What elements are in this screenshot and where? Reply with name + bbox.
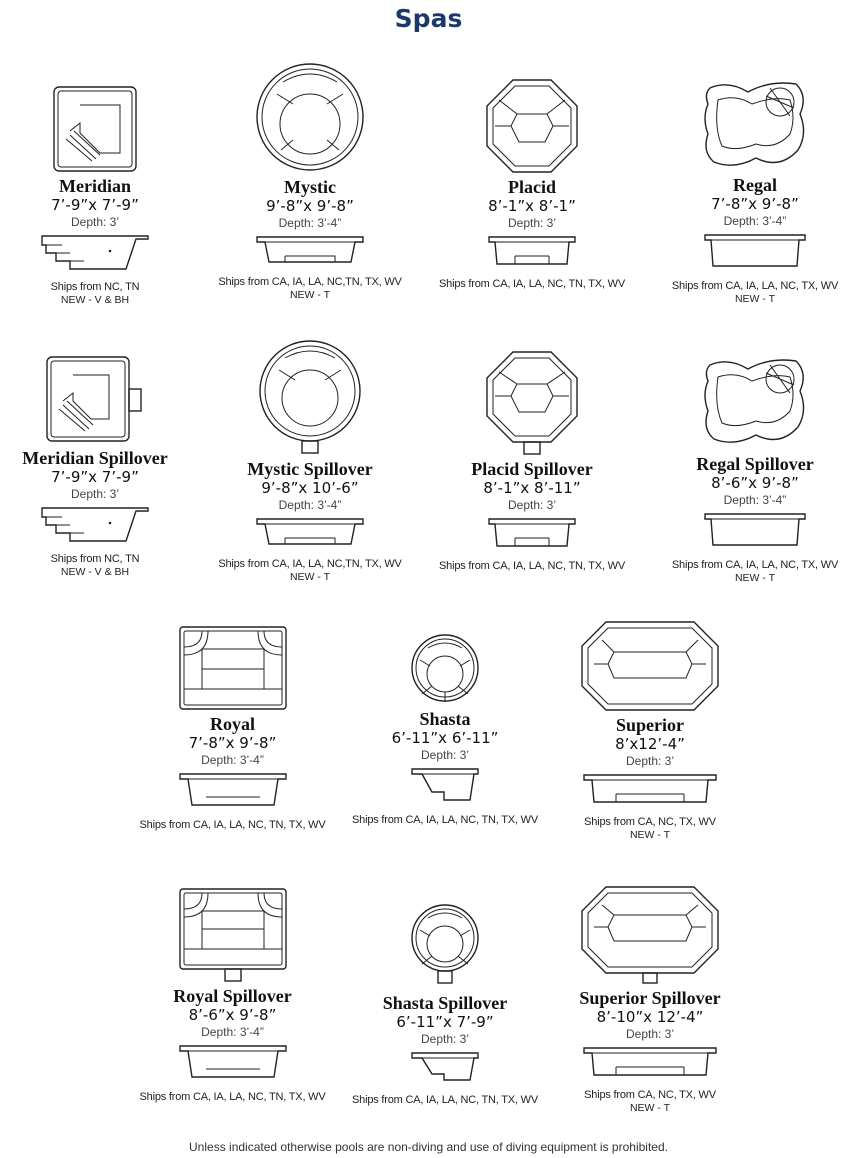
bench-profile-icon — [487, 516, 577, 552]
ships-from: Ships from CA, IA, LA, NC,TN, TX, WV — [218, 276, 402, 288]
bench-profile-icon — [487, 234, 577, 270]
spa-dimensions: 9’-8”x 9’-8” — [266, 197, 354, 215]
spa-name: Meridian — [59, 176, 131, 196]
bench-profile-icon — [178, 771, 288, 811]
spa-card-royal — [135, 625, 330, 832]
spa-dimensions: 7’-8”x 9’-8” — [711, 195, 799, 213]
spa-card-superior — [555, 620, 745, 842]
freeform-spillover-plan-icon — [700, 355, 810, 451]
spa-depth: Depth: 3’-4” — [278, 498, 342, 512]
ships-from: Ships from CA, IA, LA, NC, TX, WV — [671, 280, 839, 292]
spa-depth: Depth: 3’ — [70, 215, 120, 229]
step-profile-icon — [410, 1050, 480, 1086]
spa-dimensions: 8’-6”x 9’-8” — [188, 1006, 277, 1024]
spa-depth: Depth: 3’ — [420, 748, 470, 762]
ships-from: Ships from CA, IA, LA, NC, TN, TX, WV — [439, 560, 625, 572]
spa-dimensions: 8’-6”x 9’-8” — [711, 474, 799, 492]
long-octagon-spa-plan-icon — [580, 620, 720, 712]
spa-depth: Depth: 3’ — [507, 216, 557, 230]
spa-card-placid — [432, 78, 632, 291]
rectangle-spillover-plan-icon — [178, 887, 288, 983]
spa-name: Mystic Spillover — [247, 459, 373, 479]
ships-from: Ships from NC, TN — [50, 281, 140, 293]
spa-depth: Depth: 3’-4” — [201, 1025, 264, 1039]
page-title: Spas — [394, 4, 463, 33]
spa-card-regal — [655, 78, 855, 306]
availability-note: NEW - T — [734, 293, 776, 305]
ships-from: Ships from CA, IA, LA, NC, TN, TX, WV — [352, 1094, 538, 1106]
spa-name: Placid Spillover — [471, 459, 593, 479]
long-octagon-spillover-plan-icon — [580, 885, 720, 985]
spa-depth: Depth: 3’-4” — [278, 216, 342, 230]
bench-profile-icon — [255, 234, 365, 268]
spa-card-regal-spillover — [655, 355, 855, 585]
spa-card-superior-spillover — [555, 885, 745, 1115]
ships-from: Ships from CA, IA, LA, NC,TN, TX, WV — [218, 558, 402, 570]
spa-depth: Depth: 3’ — [625, 754, 675, 768]
step-profile-icon — [410, 766, 480, 806]
availability-note: NEW - T — [629, 1102, 671, 1114]
spa-card-meridian-spillover — [0, 355, 190, 579]
ships-from: Ships from CA, IA, LA, NC, TN, TX, WV — [352, 814, 538, 826]
spa-name: Superior — [615, 715, 684, 735]
spa-dimensions: 6’-11”x 6’-11” — [391, 729, 499, 747]
ships-from: Ships from CA, NC, TX, WV — [584, 1089, 716, 1101]
octagon-spa-plan-icon — [485, 78, 579, 174]
bench-profile-icon — [178, 1043, 288, 1083]
spa-card-shasta-spillover — [345, 900, 545, 1107]
bench-profile-icon — [582, 1045, 718, 1081]
spa-name: Regal — [733, 175, 777, 195]
small-round-spillover-plan-icon — [410, 900, 480, 990]
ships-from: Ships from NC, TN — [50, 553, 140, 565]
spa-name: Meridian Spillover — [22, 448, 168, 468]
diving-disclaimer: Unless indicated otherwise pools are non-diving and use of diving equipment is prohibited. — [189, 1140, 668, 1154]
spa-depth: Depth: 3’-4” — [201, 753, 264, 767]
spa-dimensions: 8’-1”x 8’-1” — [488, 197, 576, 215]
spa-dimensions: 7’-9”x 7’-9” — [51, 196, 139, 214]
step-profile-icon — [40, 233, 150, 273]
spa-name: Royal — [210, 714, 255, 734]
ships-from: Ships from CA, IA, LA, NC, TX, WV — [671, 559, 839, 571]
spa-name: Shasta — [419, 709, 471, 729]
square-spa-plan-icon — [52, 85, 138, 173]
bench-profile-icon — [255, 516, 365, 550]
spa-depth: Depth: 3’ — [70, 487, 120, 501]
spa-name: Mystic — [284, 177, 336, 197]
spa-name: Regal Spillover — [696, 454, 814, 474]
spa-name: Royal Spillover — [173, 986, 292, 1006]
spa-card-royal-spillover — [135, 887, 330, 1104]
availability-note: NEW - T — [734, 572, 776, 584]
availability-note: NEW - V & BH — [60, 294, 130, 306]
spa-card-mystic-spillover — [210, 338, 410, 584]
spa-dimensions: 7’-8”x 9’-8” — [188, 734, 277, 752]
bench-profile-icon — [703, 511, 807, 551]
spa-name: Shasta Spillover — [382, 993, 508, 1013]
spa-dimensions: 7’-9”x 7’-9” — [51, 468, 139, 486]
bench-profile-icon — [703, 232, 807, 272]
ships-from: Ships from CA, IA, LA, NC, TN, TX, WV — [439, 278, 625, 290]
spa-dimensions: 6’-11”x 7’-9” — [396, 1013, 494, 1031]
spa-card-mystic — [210, 60, 410, 302]
availability-note: NEW - T — [289, 571, 331, 583]
square-spillover-plan-icon — [45, 355, 145, 445]
step-profile-icon — [40, 505, 150, 545]
availability-note: NEW - V & BH — [60, 566, 130, 578]
spa-dimensions: 9’-8”x 10’-6” — [261, 479, 359, 497]
spa-dimensions: 8’-10”x 12’-4” — [596, 1008, 704, 1026]
spa-depth: Depth: 3’-4” — [723, 493, 787, 507]
freeform-spa-plan-icon — [700, 78, 810, 172]
round-spa-plan-icon — [255, 60, 365, 174]
rectangle-spa-plan-icon — [178, 625, 288, 711]
octagon-spillover-plan-icon — [485, 350, 579, 456]
bench-profile-icon — [582, 772, 718, 808]
spa-card-shasta — [345, 630, 545, 827]
ships-from: Ships from CA, NC, TX, WV — [584, 816, 716, 828]
spa-name: Placid — [508, 177, 556, 197]
small-round-spa-plan-icon — [410, 630, 480, 706]
availability-note: NEW - T — [629, 829, 671, 841]
round-spillover-plan-icon — [255, 338, 365, 456]
spa-depth: Depth: 3’-4” — [723, 214, 787, 228]
spa-dimensions: 8’-1”x 8’-11” — [483, 479, 581, 497]
spa-depth: Depth: 3’ — [625, 1027, 675, 1041]
availability-note: NEW - T — [289, 289, 331, 301]
spa-card-meridian — [0, 85, 190, 307]
ships-from: Ships from CA, IA, LA, NC, TN, TX, WV — [139, 1091, 326, 1103]
spa-dimensions: 8’x12’-4” — [615, 735, 685, 753]
spa-depth: Depth: 3’ — [420, 1032, 470, 1046]
spa-card-placid-spillover — [432, 350, 632, 573]
spa-name: Superior Spillover — [579, 988, 721, 1008]
ships-from: Ships from CA, IA, LA, NC, TN, TX, WV — [139, 819, 326, 831]
spa-depth: Depth: 3’ — [507, 498, 557, 512]
